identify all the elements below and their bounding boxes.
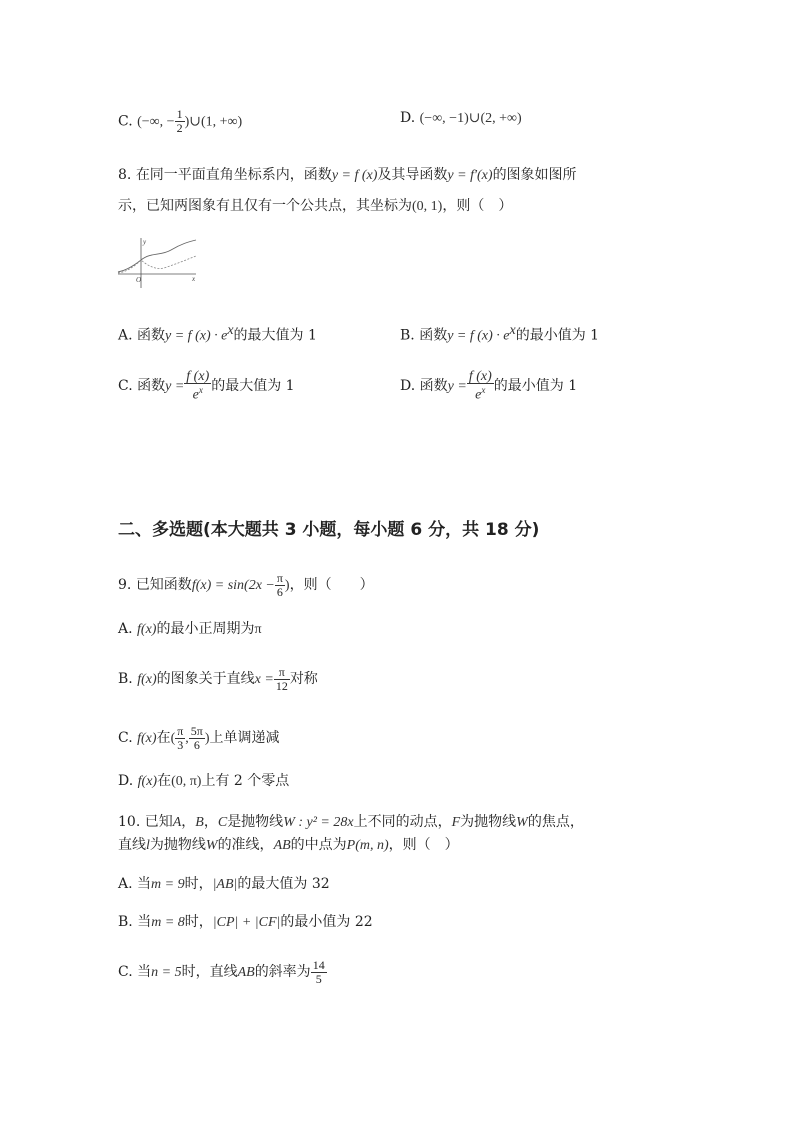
- fraction-numerator: f (x): [186, 369, 210, 384]
- fraction: [184, 370, 211, 402]
- stem-text: ，则（ ）: [289, 577, 374, 593]
- option-text: 时，: [184, 876, 213, 892]
- math-expr: y =: [447, 378, 467, 394]
- math-expr: |AB|: [212, 877, 238, 892]
- stem-text: 的焦点，: [527, 814, 584, 830]
- math-var: l: [146, 838, 150, 853]
- math-expr: ,: [185, 731, 189, 746]
- math-expr: f(x): [137, 672, 157, 687]
- fraction-numerator: 5π: [190, 723, 203, 738]
- option-label: C.: [118, 377, 133, 394]
- math-var: AB: [237, 965, 255, 980]
- math-expr: n = 5: [151, 965, 182, 980]
- option-text: 当: [137, 876, 152, 892]
- math-expr: ): [204, 731, 210, 746]
- math-sup: x: [198, 385, 203, 395]
- option-text: 函数: [419, 377, 448, 394]
- option-text: 的斜率为: [254, 964, 311, 980]
- math-var: AB: [273, 838, 291, 853]
- math-var: F: [451, 815, 461, 830]
- option-text: 时，: [184, 914, 213, 930]
- q9-option-c: [118, 722, 280, 755]
- origin-label: O: [136, 276, 142, 284]
- option-text: 的最大值为 32: [237, 876, 330, 892]
- fraction-denominator: 2: [176, 121, 183, 135]
- q10-option-a: [118, 874, 330, 895]
- q9-stem: [118, 571, 374, 600]
- stem-text: 为抛物线: [149, 837, 206, 853]
- option-label: D.: [118, 773, 134, 789]
- fraction-numerator: π: [276, 570, 283, 585]
- math-var: W: [516, 815, 528, 830]
- option-text: 函数: [419, 327, 448, 344]
- stem-text: ，则（ ）: [388, 837, 459, 853]
- option-label: D.: [400, 377, 416, 394]
- math-expr: (0, π): [171, 774, 202, 789]
- math-expr: y = f (x) · e: [165, 328, 228, 344]
- math-expr: |CP| + |CF|: [212, 915, 281, 930]
- fraction: [274, 666, 290, 693]
- fraction: [311, 959, 327, 986]
- option-text: 对称: [289, 671, 318, 687]
- fraction-numerator: f (x): [468, 369, 492, 384]
- fraction-numerator: 14: [312, 957, 325, 972]
- option-text: 的最小值为 1: [515, 327, 600, 344]
- q8-function-graph: [116, 234, 200, 290]
- option-text: 的最小值为 22: [280, 914, 373, 930]
- option-text: 在: [156, 730, 171, 746]
- math-var: B: [195, 815, 204, 830]
- q10-stem-line2: [118, 835, 459, 856]
- denominator-base: e: [475, 387, 482, 403]
- stem-text: 是抛物线: [227, 814, 284, 830]
- stem-text: 已知函数: [135, 577, 192, 593]
- math-expr: x =: [254, 672, 274, 687]
- math-expr: P(m, n): [346, 838, 389, 853]
- option-text: 的最小正周期为: [156, 621, 255, 637]
- option-text: 当: [137, 964, 152, 980]
- fraction-denominator: 3: [177, 737, 184, 752]
- math-expr: y = f (x) · e: [447, 328, 510, 344]
- stem-text: 在同一平面直角坐标系内，函数: [135, 167, 332, 183]
- option-text: 当: [137, 914, 152, 930]
- math-var: W: [205, 838, 218, 853]
- math-expr: (0, 1): [412, 199, 443, 214]
- math-expr: (: [170, 731, 176, 746]
- curve-fprime: [118, 256, 196, 273]
- option-text: 上单调递减: [209, 730, 280, 746]
- q10-option-c: [118, 956, 327, 989]
- fraction-denominator: 5: [315, 971, 322, 986]
- option-text: 上有 2 个零点: [201, 773, 290, 789]
- option-label: C.: [118, 113, 133, 130]
- q10-option-b: [118, 912, 373, 933]
- fraction: [467, 370, 494, 402]
- q8-stem-line1: [118, 165, 577, 186]
- q7-option-c: [118, 108, 242, 135]
- q9-option-b: [118, 664, 318, 695]
- q8-option-b: [400, 321, 599, 347]
- q9-option-a: [118, 619, 262, 640]
- option-text: 在: [157, 773, 172, 789]
- y-axis-label: y: [143, 238, 147, 246]
- fraction: [275, 572, 285, 599]
- math-expr: f(x) = sin(2x −: [191, 578, 275, 593]
- q8-option-d: [400, 370, 577, 402]
- option-label: B.: [118, 671, 133, 687]
- question-number: 9.: [118, 577, 132, 593]
- option-text: 函数: [137, 327, 166, 344]
- math-expr: f(x): [137, 731, 157, 746]
- fraction-denominator: [467, 384, 494, 402]
- math-expr: f(x): [137, 774, 158, 789]
- x-axis-label: x: [192, 275, 196, 283]
- denominator-base: e: [192, 387, 199, 403]
- stem-text: ，: [181, 814, 196, 830]
- option-label: A.: [118, 876, 133, 892]
- math-expr: y =: [165, 378, 185, 394]
- stem-text: 示，已知两图象有且仅有一个公共点，其坐标为: [118, 198, 412, 214]
- option-text: 的最大值为 1: [211, 377, 295, 394]
- math-sup: x: [481, 385, 486, 395]
- math-expr: π: [254, 622, 262, 637]
- stem-text: 的准线，: [217, 837, 274, 853]
- option-text: 时，直线: [181, 964, 238, 980]
- q8-option-c: [118, 370, 295, 402]
- question-number: 10.: [118, 814, 141, 830]
- stem-text: 已知: [144, 814, 173, 830]
- fraction-denominator: 12: [275, 678, 288, 693]
- fraction: [175, 725, 185, 752]
- math-sup: x: [509, 323, 516, 338]
- math-expr: y = f (x): [331, 168, 378, 183]
- math-var: C: [217, 815, 228, 830]
- fraction-denominator: 6: [276, 584, 283, 599]
- section-heading: 二、多选题(本大题共 3 小题，每小题 6 分，共 18 分): [118, 520, 540, 540]
- q9-option-d: [118, 771, 289, 792]
- option-text: 的图象关于直线: [156, 671, 255, 687]
- stem-text: ，则（ ）: [442, 198, 513, 214]
- interval-part: )∪(1, +∞): [184, 114, 243, 130]
- math-expr: y = f′(x): [447, 168, 493, 183]
- stem-text: ，: [203, 814, 218, 830]
- stem-text: 的中点为: [290, 837, 347, 853]
- option-label: A.: [118, 621, 133, 637]
- option-text: 的最大值为 1: [233, 327, 317, 344]
- stem-text: 及其导函数: [377, 167, 448, 183]
- q8-option-a: [118, 321, 317, 347]
- math-expr: ): [284, 578, 290, 593]
- fraction-denominator: 6: [193, 737, 200, 752]
- fraction: [175, 108, 185, 135]
- math-expr: f(x): [137, 622, 157, 637]
- option-label: A.: [118, 327, 133, 344]
- q8-stem-line2: [118, 196, 512, 217]
- stem-text: 为抛物线: [460, 814, 517, 830]
- option-label: D.: [400, 110, 416, 126]
- math-var: A: [172, 815, 182, 830]
- curve-f: [118, 240, 196, 272]
- option-text: 函数: [137, 377, 166, 394]
- fraction: [189, 725, 205, 752]
- q10-stem-line1: [118, 812, 584, 833]
- option-label: B.: [400, 327, 415, 344]
- stem-text: 直线: [118, 837, 146, 853]
- math-expr: m = 9: [151, 877, 185, 892]
- option-text: 的最小值为 1: [493, 377, 578, 394]
- math-sup: x: [227, 323, 234, 338]
- stem-text: 的图象如图所: [492, 167, 577, 183]
- fraction-denominator: [184, 384, 211, 402]
- stem-text: 上不同的动点，: [353, 814, 452, 830]
- math-expr: m = 8: [151, 915, 185, 930]
- question-number: 8.: [118, 167, 132, 183]
- option-label: C.: [118, 730, 133, 746]
- option-label: C.: [118, 964, 133, 980]
- q7-option-d: [400, 108, 522, 129]
- interval-part: (−∞, −: [137, 114, 175, 130]
- fraction-numerator: π: [274, 666, 290, 680]
- option-label: B.: [118, 914, 133, 930]
- fraction-numerator: π: [177, 723, 184, 738]
- interval: (−∞, −1)∪(2, +∞): [419, 111, 522, 126]
- fraction-numerator: 1: [176, 107, 183, 121]
- math-expr: W : y² = 28x: [283, 815, 354, 830]
